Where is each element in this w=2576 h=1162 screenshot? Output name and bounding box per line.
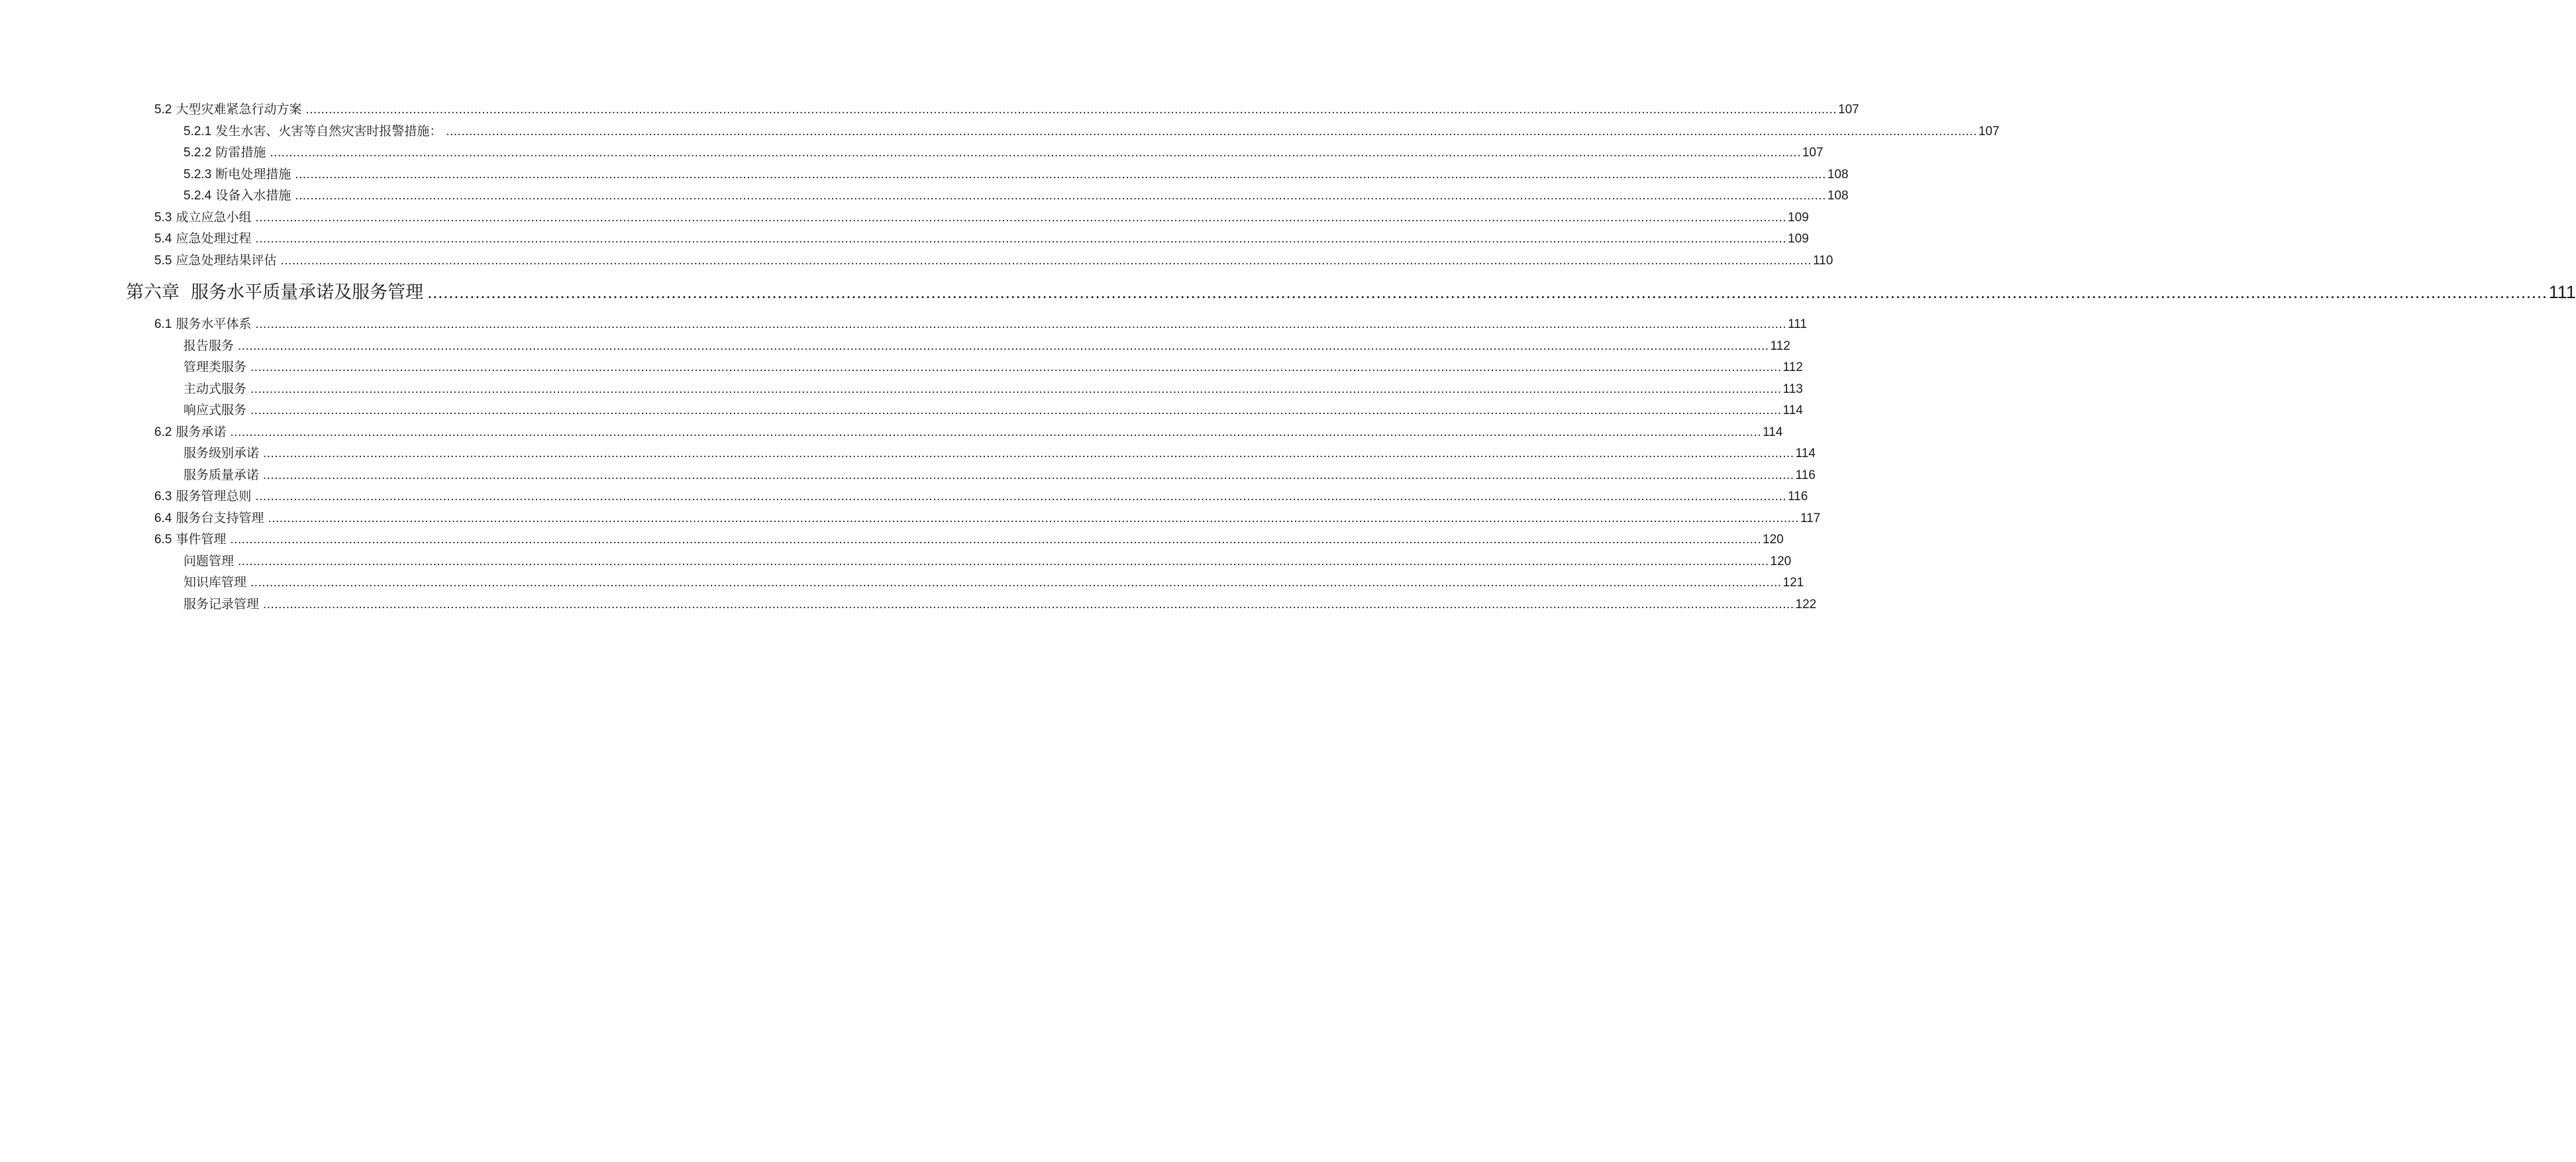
toc-entry-number: 6.5 [154,533,172,547]
toc-entry-number: 5.2.4 [183,189,212,203]
toc-entry-page: 114 [1782,403,1803,417]
toc-dot-leader: ................................................................................................................................................................................................................................................................................................................................................................................................................ [250,382,1782,396]
toc-dot-leader: ................................................................................................................................................................................................................................................................................................................................................................................................................ [255,490,1787,503]
toc-dot-leader: ................................................................................................................................................................................................................................................................................................................................................................................................................ [255,232,1787,246]
toc-entry-title: 设备入水措施 [215,188,291,203]
toc-entry-number: 5.3 [154,211,172,225]
toc-entry[interactable] [154,511,1821,525]
toc-entry-page: 112 [1782,360,1803,374]
toc-entry-page: 110 [1813,254,1833,268]
toc-entry[interactable] [183,597,1817,611]
toc-entry[interactable] [154,489,1808,503]
toc-entry-title: 响应式服务 [183,403,247,417]
toc-dot-leader: ................................................................................................................................................................................................................................................................................................................................................................................................................ [255,211,1787,225]
toc-entry-title: 应急处理过程 [176,231,252,246]
toc-entry-page: 108 [1827,189,1849,203]
toc-entry-page: 107 [1802,146,1824,160]
toc-entry-page: 107 [1838,103,1859,117]
toc-entry-number: 5.2.2 [183,146,212,160]
toc-entry-page: 109 [1788,232,1809,246]
toc-entry-title: 主动式服务 [183,382,247,396]
toc-entry-number: 6.3 [154,490,172,503]
toc-dot-leader: ................................................................................................................................................................................................................................................................................................................................................................................................................ [270,146,1801,160]
toc-entry-number: 5.4 [154,232,172,246]
toc-entry-title: 服务级别承诺 [183,446,260,460]
toc-entry-title: 成立应急小组 [176,210,252,225]
toc-entry[interactable] [183,403,1803,417]
toc-dot-leader: ................................................................................................................................................................................................................................................................................................................................................................................................................ [250,403,1782,417]
toc-entry[interactable] [154,210,1809,225]
toc-dot-leader: ................................................................................................................................................................................................................................................................................................................................................................................................................ [250,360,1782,374]
toc-entry-page: 113 [1782,382,1803,396]
toc-dot-leader: ................................................................................................................................................................................................................................................................................................................................................................................................................ [238,339,1769,353]
toc-entry-page: 122 [1795,598,1817,611]
toc-dot-leader: ................................................................................................................................................................................................................................................................................................................................................................................................................ [305,103,1837,117]
toc-chapter-entry[interactable] [126,282,2576,303]
toc-entry[interactable] [183,360,1803,374]
toc-entry-number: 5.2.1 [183,125,212,138]
toc-entry-title: 服务记录管理 [183,597,260,611]
toc-entry-page: 121 [1782,576,1804,590]
toc-entry-title: 断电处理措施 [215,167,291,182]
toc-entry[interactable] [154,425,1783,439]
toc-entry[interactable] [183,188,1849,203]
toc-entry-number: 5.2.3 [183,168,212,182]
toc-entry-title: 服务台支持管理 [176,511,264,525]
toc-entry-page: 111 [2548,282,2576,302]
toc-entry[interactable] [183,167,1849,182]
toc-entry-page: 108 [1827,168,1849,182]
toc-dot-leader: ................................................................................................................................................................................................................................................................................................................................................................................................................ [427,282,2548,302]
toc-entry[interactable] [154,532,1784,547]
toc-entry[interactable] [183,468,1816,482]
toc-entry-title: 服务管理总则 [176,489,252,503]
toc-entry-title: 应急处理结果评估 [176,253,277,268]
toc-entry-title: 服务质量承诺 [183,468,260,482]
toc-entry-page: 111 [1788,317,1807,331]
toc-dot-leader: ................................................................................................................................................................................................................................................................................................................................................................................................................ [230,425,1762,439]
toc-entry[interactable] [183,554,1792,568]
toc-entry-title: 大型灾难紧急行动方案 [176,102,302,117]
toc-entry-title: 服务水平质量承诺及服务管理 [191,282,424,303]
toc-dot-leader: ................................................................................................................................................................................................................................................................................................................................................................................................................ [268,511,1800,525]
toc-dot-leader: ................................................................................................................................................................................................................................................................................................................................................................................................................ [280,254,1812,268]
toc-entry[interactable] [154,317,1807,331]
toc-entry-title: 服务承诺 [176,425,227,439]
toc-entry-title: 事件管理 [176,532,227,547]
toc-entry-page: 116 [1788,490,1808,503]
toc-entry-page: 114 [1763,425,1783,439]
toc-entry[interactable] [183,575,1804,590]
toc-entry-title: 服务水平体系 [176,317,252,331]
toc-entry[interactable] [183,124,2000,138]
toc-entry[interactable] [183,382,1803,396]
toc-entry-title: 问题管理 [183,554,234,568]
toc-entry[interactable] [154,253,1833,268]
toc-entry-title: 知识库管理 [183,575,247,590]
toc-dot-leader: ................................................................................................................................................................................................................................................................................................................................................................................................................ [263,598,1794,611]
toc-entry-title: 发生水害、火害等自然灾害时报警措施： [215,124,442,138]
toc-entry-page: 109 [1788,211,1809,225]
toc-entry-page: 107 [1978,125,2000,138]
toc-dot-leader: ................................................................................................................................................................................................................................................................................................................................................................................................................ [446,125,1977,138]
toc-entry-number: 第六章 [126,282,180,303]
toc-entry-title: 报告服务 [183,339,234,353]
toc-dot-leader: ................................................................................................................................................................................................................................................................................................................................................................................................................ [250,576,1782,590]
toc-entry-number: 6.1 [154,317,172,331]
toc-entry-page: 117 [1800,511,1821,525]
toc-dot-leader: ................................................................................................................................................................................................................................................................................................................................................................................................................ [238,555,1769,568]
toc-entry-title: 防雷措施 [215,145,266,160]
toc-dot-leader: ................................................................................................................................................................................................................................................................................................................................................................................................................ [263,468,1794,482]
toc-dot-leader: ................................................................................................................................................................................................................................................................................................................................................................................................................ [230,533,1762,547]
toc-dot-leader: ................................................................................................................................................................................................................................................................................................................................................................................................................ [255,317,1787,331]
toc-entry-page: 120 [1763,533,1784,547]
toc-entry-page: 114 [1795,447,1816,460]
toc-entry[interactable] [183,446,1816,460]
toc-entry-page: 112 [1770,339,1790,353]
toc-entry-number: 5.2 [154,103,172,117]
toc-entry[interactable] [183,339,1790,353]
toc-entry-number: 6.4 [154,511,172,525]
toc-dot-leader: ................................................................................................................................................................................................................................................................................................................................................................................................................ [263,447,1794,460]
toc-entry-page: 120 [1770,555,1792,568]
toc-entry[interactable] [183,145,1824,160]
toc-entry-number: 6.2 [154,425,172,439]
toc-entry-title: 管理类服务 [183,360,247,374]
toc-entry[interactable] [154,102,1859,117]
toc-entry-number: 5.5 [154,254,172,268]
toc-entry[interactable] [154,231,1809,246]
toc-dot-leader: ................................................................................................................................................................................................................................................................................................................................................................................................................ [295,189,1826,203]
toc-dot-leader: ................................................................................................................................................................................................................................................................................................................................................................................................................ [295,168,1826,182]
toc-entry-page: 116 [1795,468,1816,482]
